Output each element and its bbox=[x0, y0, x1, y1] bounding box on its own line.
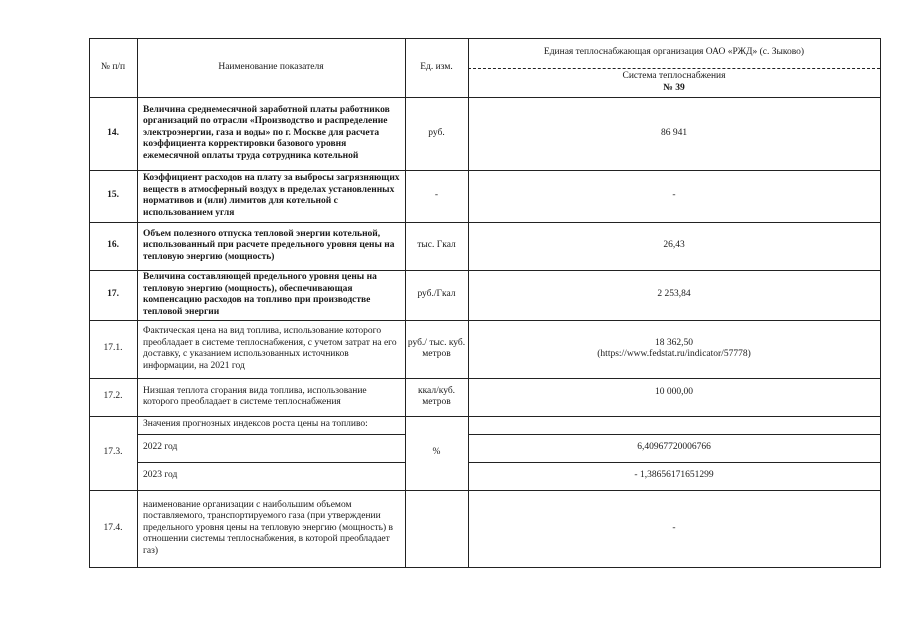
table-border-right bbox=[880, 38, 881, 567]
row-num: 14. bbox=[107, 127, 119, 138]
row-unit: руб. bbox=[428, 127, 445, 138]
sub-row-value: - 1,38656171651299 bbox=[634, 470, 714, 481]
row-name: Фактическая цена на вид топлива, использование которого преобладает в системе теплоснабжения, с учетом затрат на его доставку, с указанием использованных источников информации, на 2021 год bbox=[143, 326, 397, 371]
row-value: 10 000,00 bbox=[655, 387, 693, 397]
value-source-link: (https://www.fedstat.ru/indicator/57778) bbox=[597, 349, 751, 359]
header-system bbox=[468, 68, 880, 97]
row-num: 17.1. bbox=[103, 343, 123, 354]
header-num: № п/п bbox=[100, 61, 126, 72]
row-unit: ккал/куб. метров bbox=[417, 385, 456, 407]
row-value: - bbox=[672, 190, 676, 201]
header-name: Наименование показателя bbox=[218, 61, 324, 72]
row-unit: - bbox=[434, 190, 439, 201]
header-unit: Ед. изм. bbox=[420, 61, 453, 72]
row-num: 17.4. bbox=[103, 522, 123, 533]
row-unit: руб./ тыс. куб. метров bbox=[407, 337, 466, 359]
row-unit bbox=[405, 490, 468, 567]
row-unit: тыс. Гкал bbox=[417, 240, 456, 251]
header-system-label: Система теплоснабжения bbox=[622, 71, 726, 81]
row-value: 2 253,84 bbox=[657, 289, 691, 300]
row-unit: % bbox=[432, 447, 441, 458]
row-value: 86 941 bbox=[660, 127, 688, 138]
header-organization: Единая теплоснабжающая организация ОАО «РЖД» (с. Зыково) bbox=[543, 47, 805, 58]
row-value: - bbox=[672, 522, 676, 533]
sub-row-label: 2023 год bbox=[143, 470, 178, 481]
table-border-bottom bbox=[89, 567, 881, 568]
row-name: Коэффициент расходов на плату за выбросы загрязняющих веществ в атмосферный воздух в пределах установленных нормативов и (или) лимитов для котельной с использованием угля bbox=[143, 173, 400, 218]
row-name: Величина составляющей предельного уровня цены на тепловую энергию (мощность), обеспечивающая компенсацию расходов на топливо при производстве тепловой энергии bbox=[143, 272, 377, 317]
row-name: Значения прогнозных индексов роста цены на топливо: bbox=[143, 419, 368, 430]
row-name: Низшая теплота сгорания вида топлива, использование которого преобладает в системе теплоснабжения bbox=[143, 385, 367, 407]
row-value bbox=[468, 320, 880, 378]
value-price: 18 362,50 bbox=[655, 337, 693, 348]
row-num: 15. bbox=[107, 190, 119, 201]
row-num: 16. bbox=[107, 240, 119, 251]
sub-row-label: 2022 год bbox=[143, 442, 178, 453]
row-name: Объем полезного отпуска тепловой энергии котельной, использованный при расчете предельного уровня цены на тепловую энергию (мощность) bbox=[143, 228, 395, 262]
sub-row-value: 6,40967720006766 bbox=[637, 442, 711, 453]
row-name: Величина среднемесячной заработной платы работников организаций по отрасли «Производство и распределение электроэнергии, газа и воды» по г. Москве для расчета коэффициента корректировки базового уровня ежемесячной оплаты труда сотрудника котельной bbox=[143, 104, 390, 161]
row-num: 17. bbox=[107, 289, 119, 300]
row-num: 17.3. bbox=[103, 447, 123, 458]
row-name: наименование организации с наибольшим объемом поставляемого, транспортируемого газа (при утверждении предельного уровня цены на тепловую энергию (мощность) в отношении системы теплоснабжения, в которой преобладает газ) bbox=[143, 499, 393, 556]
row-unit: руб./Гкал bbox=[417, 289, 456, 300]
row-value: 26,43 bbox=[663, 240, 685, 251]
row-num: 17.2. bbox=[103, 391, 123, 402]
header-system-number: № 39 bbox=[663, 82, 685, 93]
